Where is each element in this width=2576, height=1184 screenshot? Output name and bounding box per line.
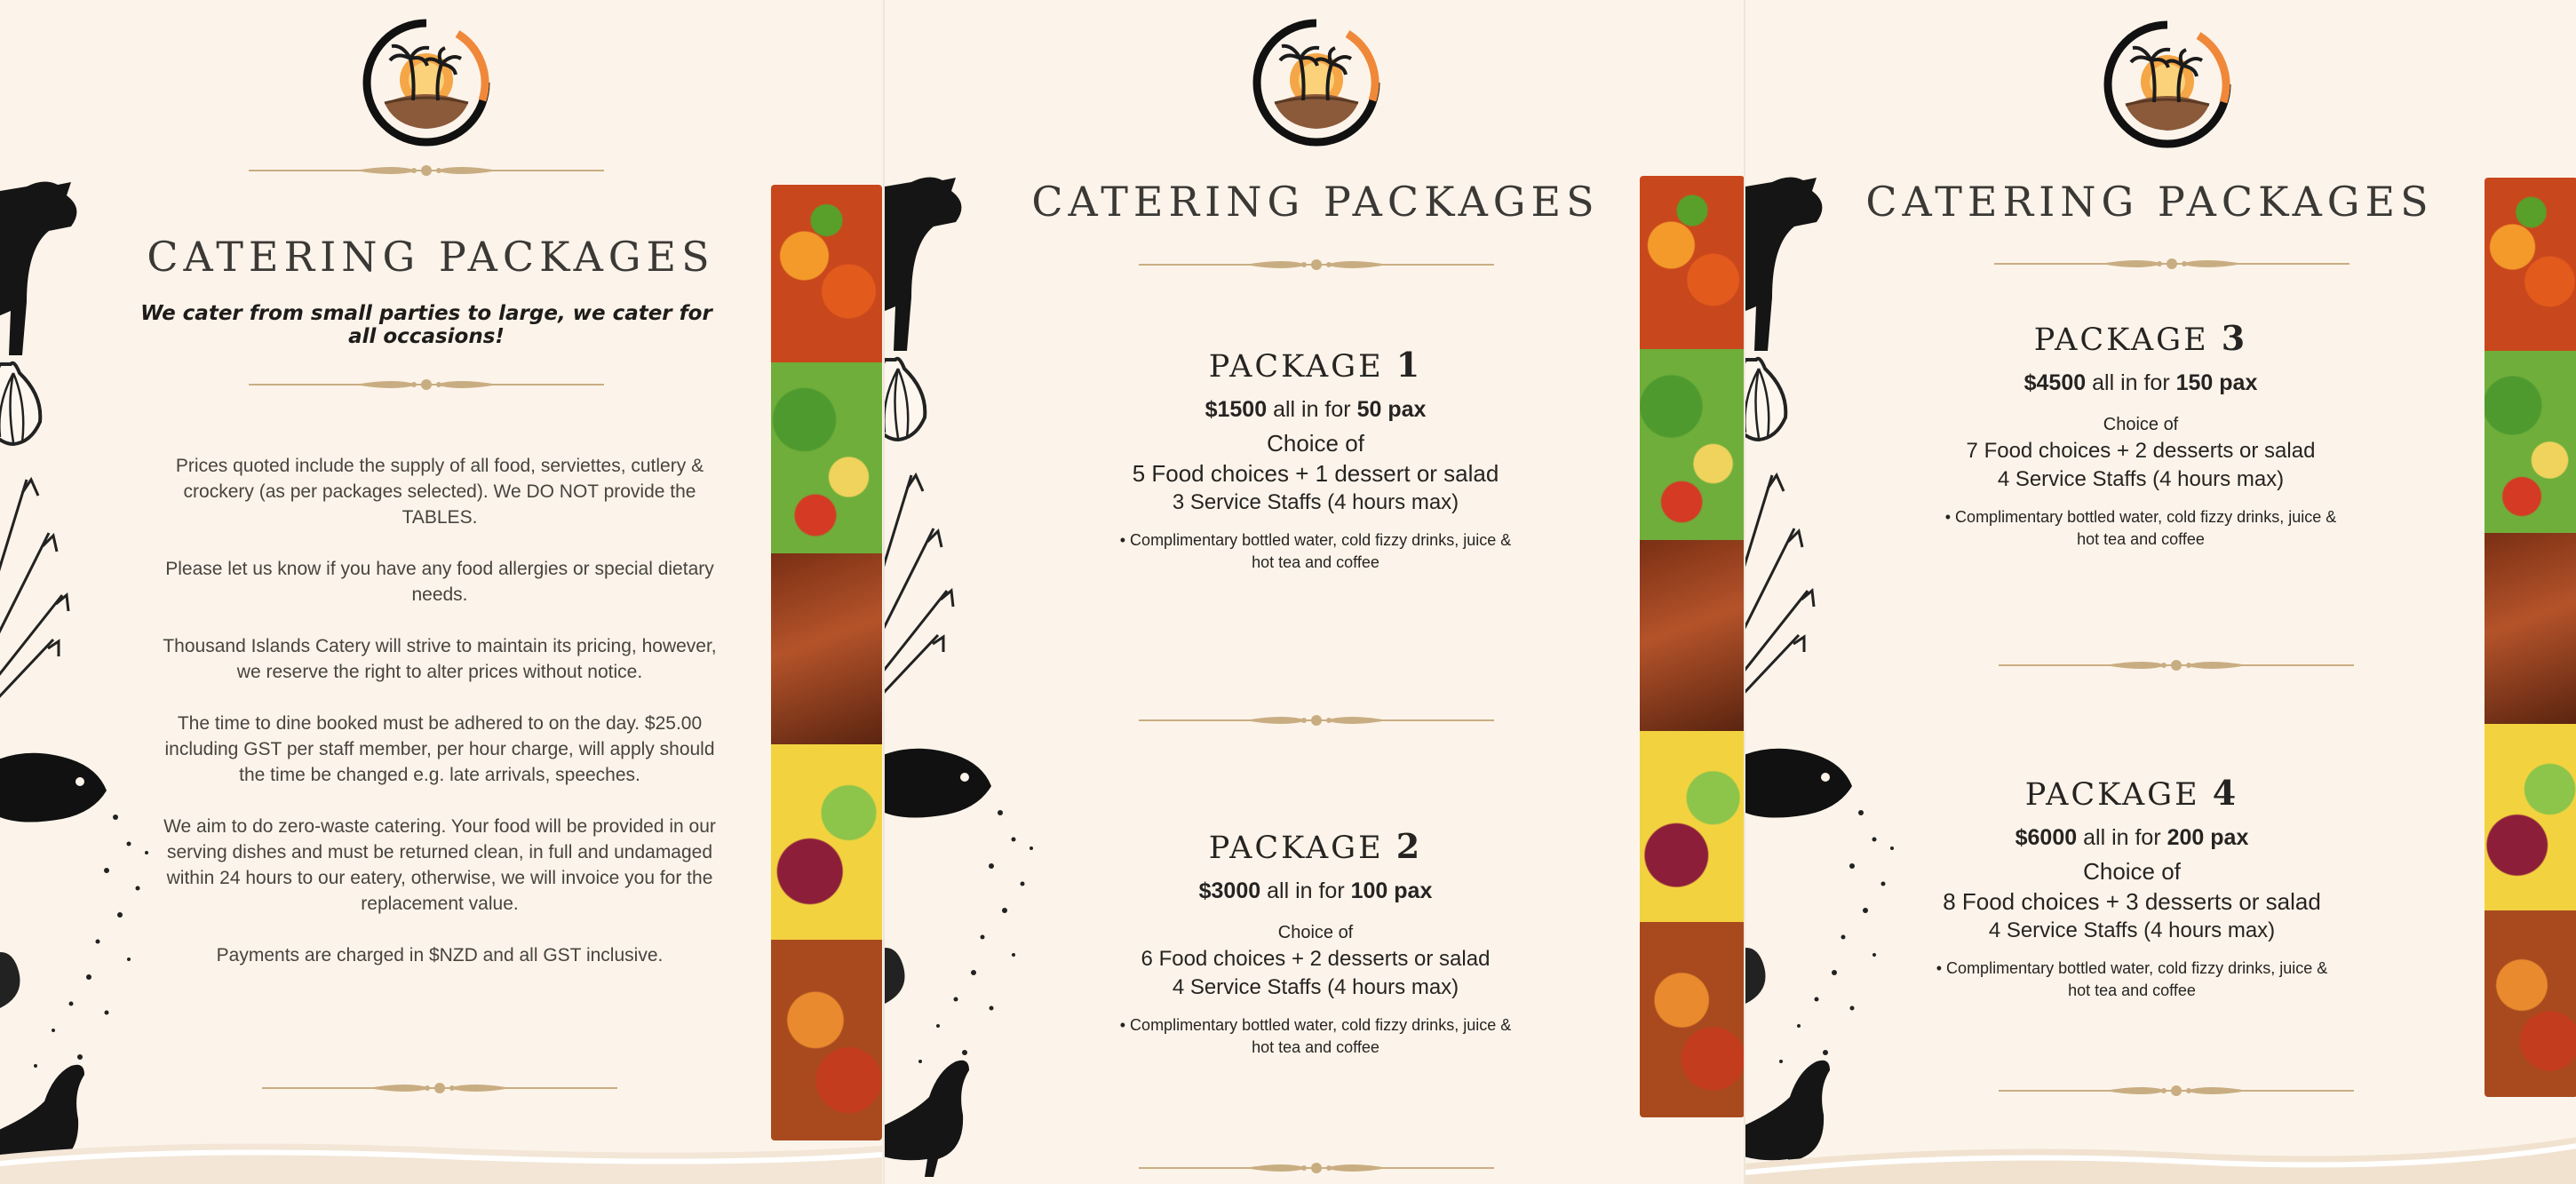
package-food: 8 Food choices + 3 desserts or salad — [1943, 888, 2321, 915]
package-number: 4 — [2212, 773, 2239, 813]
package-food: 6 Food choices + 2 desserts or salad — [1141, 947, 1491, 971]
page-title: CATERING PACKAGES — [1031, 178, 1600, 226]
package-title: PACKAGE 4 — [2024, 773, 2239, 813]
package-drinks: • Complimentary bottled water, cold fizzy drinks, juice & hot tea and coffee — [1119, 1016, 1512, 1056]
bottom-wave — [0, 1137, 882, 1184]
divider-ornament — [1139, 710, 1494, 731]
package-3 — [1843, 318, 2438, 551]
package-drinks: • Complimentary bottled water, cold fizzy drinks, juice & hot tea and coffee — [1119, 531, 1512, 571]
panel-packages-1-2 — [883, 0, 1745, 1184]
divider-ornament — [1994, 253, 2349, 274]
package-number: 3 — [2221, 318, 2248, 358]
package-2 — [1018, 826, 1613, 1059]
food-photo-strip — [771, 185, 882, 1140]
page-title: CATERING PACKAGES — [1865, 178, 2434, 226]
package-title: PACKAGE 1 — [1208, 345, 1423, 385]
catery-logo — [360, 16, 493, 149]
package-staff: 4 Service Staffs (4 hours max) — [1172, 975, 1459, 999]
panel-packages-3-4 — [1744, 0, 2576, 1184]
package-staff: 4 Service Staffs (4 hours max) — [1997, 467, 2285, 491]
divider-ornament — [1139, 1157, 1494, 1179]
package-choice: Choice of — [2103, 415, 2179, 434]
divider-ornament — [249, 160, 604, 181]
package-price: $1500 all in for 50 pax — [1205, 397, 1427, 422]
package-food: 5 Food choices + 1 dessert or salad — [1132, 460, 1499, 487]
package-drinks: • Complimentary bottled water, cold fizzy drinks, juice & hot tea and coffee — [1944, 508, 2337, 548]
package-staff: 3 Service Staffs (4 hours max) — [1172, 490, 1459, 514]
package-number: 2 — [1395, 826, 1423, 866]
note-payments: Payments are charged in $NZD and all GST inclusive. — [216, 945, 664, 965]
food-photo-strip — [1640, 176, 1745, 1117]
package-drinks: • Complimentary bottled water, cold fizzy drinks, juice & hot tea and coffee — [1936, 959, 2328, 999]
divider-ornament — [1999, 1080, 2354, 1101]
catery-logo — [1250, 16, 1383, 149]
package-price: $4500 all in for 150 pax — [2023, 370, 2258, 395]
panel-terms — [0, 0, 882, 1184]
package-number: 1 — [1395, 345, 1423, 385]
bottom-wave — [1745, 1128, 2576, 1184]
divider-ornament — [249, 374, 604, 395]
page-title: CATERING PACKAGES — [147, 233, 715, 281]
tagline: We cater from small parties to large, we cater for all occasions! — [140, 302, 712, 348]
note-pricing: Thousand Islands Catery will strive to maintain its pricing, however, we reserve the right to alter prices without notice. — [163, 636, 717, 682]
food-photo-strip — [2485, 178, 2576, 1097]
package-title: PACKAGE 3 — [2033, 318, 2248, 358]
package-price: $6000 all in for 200 pax — [2015, 825, 2249, 850]
divider-ornament — [262, 1077, 617, 1099]
note-time: The time to dine booked must be adhered to on the day. $25.00 including GST per staff member, per hour charge, will apply should the time be changed e.g. late arrivals, speeches. — [164, 713, 715, 785]
package-food: 7 Food choices + 2 desserts or salad — [1966, 439, 2316, 463]
package-4 — [1834, 773, 2429, 1002]
package-choice: Choice of — [1267, 430, 1364, 457]
divider-ornament — [1139, 254, 1494, 275]
divider-ornament — [1999, 655, 2354, 676]
terms-notes — [160, 453, 720, 994]
package-title: PACKAGE 2 — [1208, 826, 1423, 866]
note-supply: Prices quoted include the supply of all food, serviettes, cutlery & crockery (as per packages selected). We DO NOT provide the TABLES. — [175, 456, 704, 528]
package-price: $3000 all in for 100 pax — [1198, 878, 1433, 903]
package-choice: Choice of — [1277, 923, 1354, 942]
package-1 — [1018, 345, 1613, 574]
package-choice: Choice of — [2083, 858, 2181, 885]
note-allergies: Please let us know if you have any food allergies or special dietary needs. — [165, 559, 714, 605]
note-zero-waste: We aim to do zero-waste catering. Your food will be provided in our serving dishes and must be returned clean, in full and undamaged within 24 hours to our eatery, otherwise, we will invoice you for the replacement value. — [163, 816, 716, 914]
package-staff: 4 Service Staffs (4 hours max) — [1988, 918, 2276, 942]
catery-logo — [2101, 18, 2234, 151]
